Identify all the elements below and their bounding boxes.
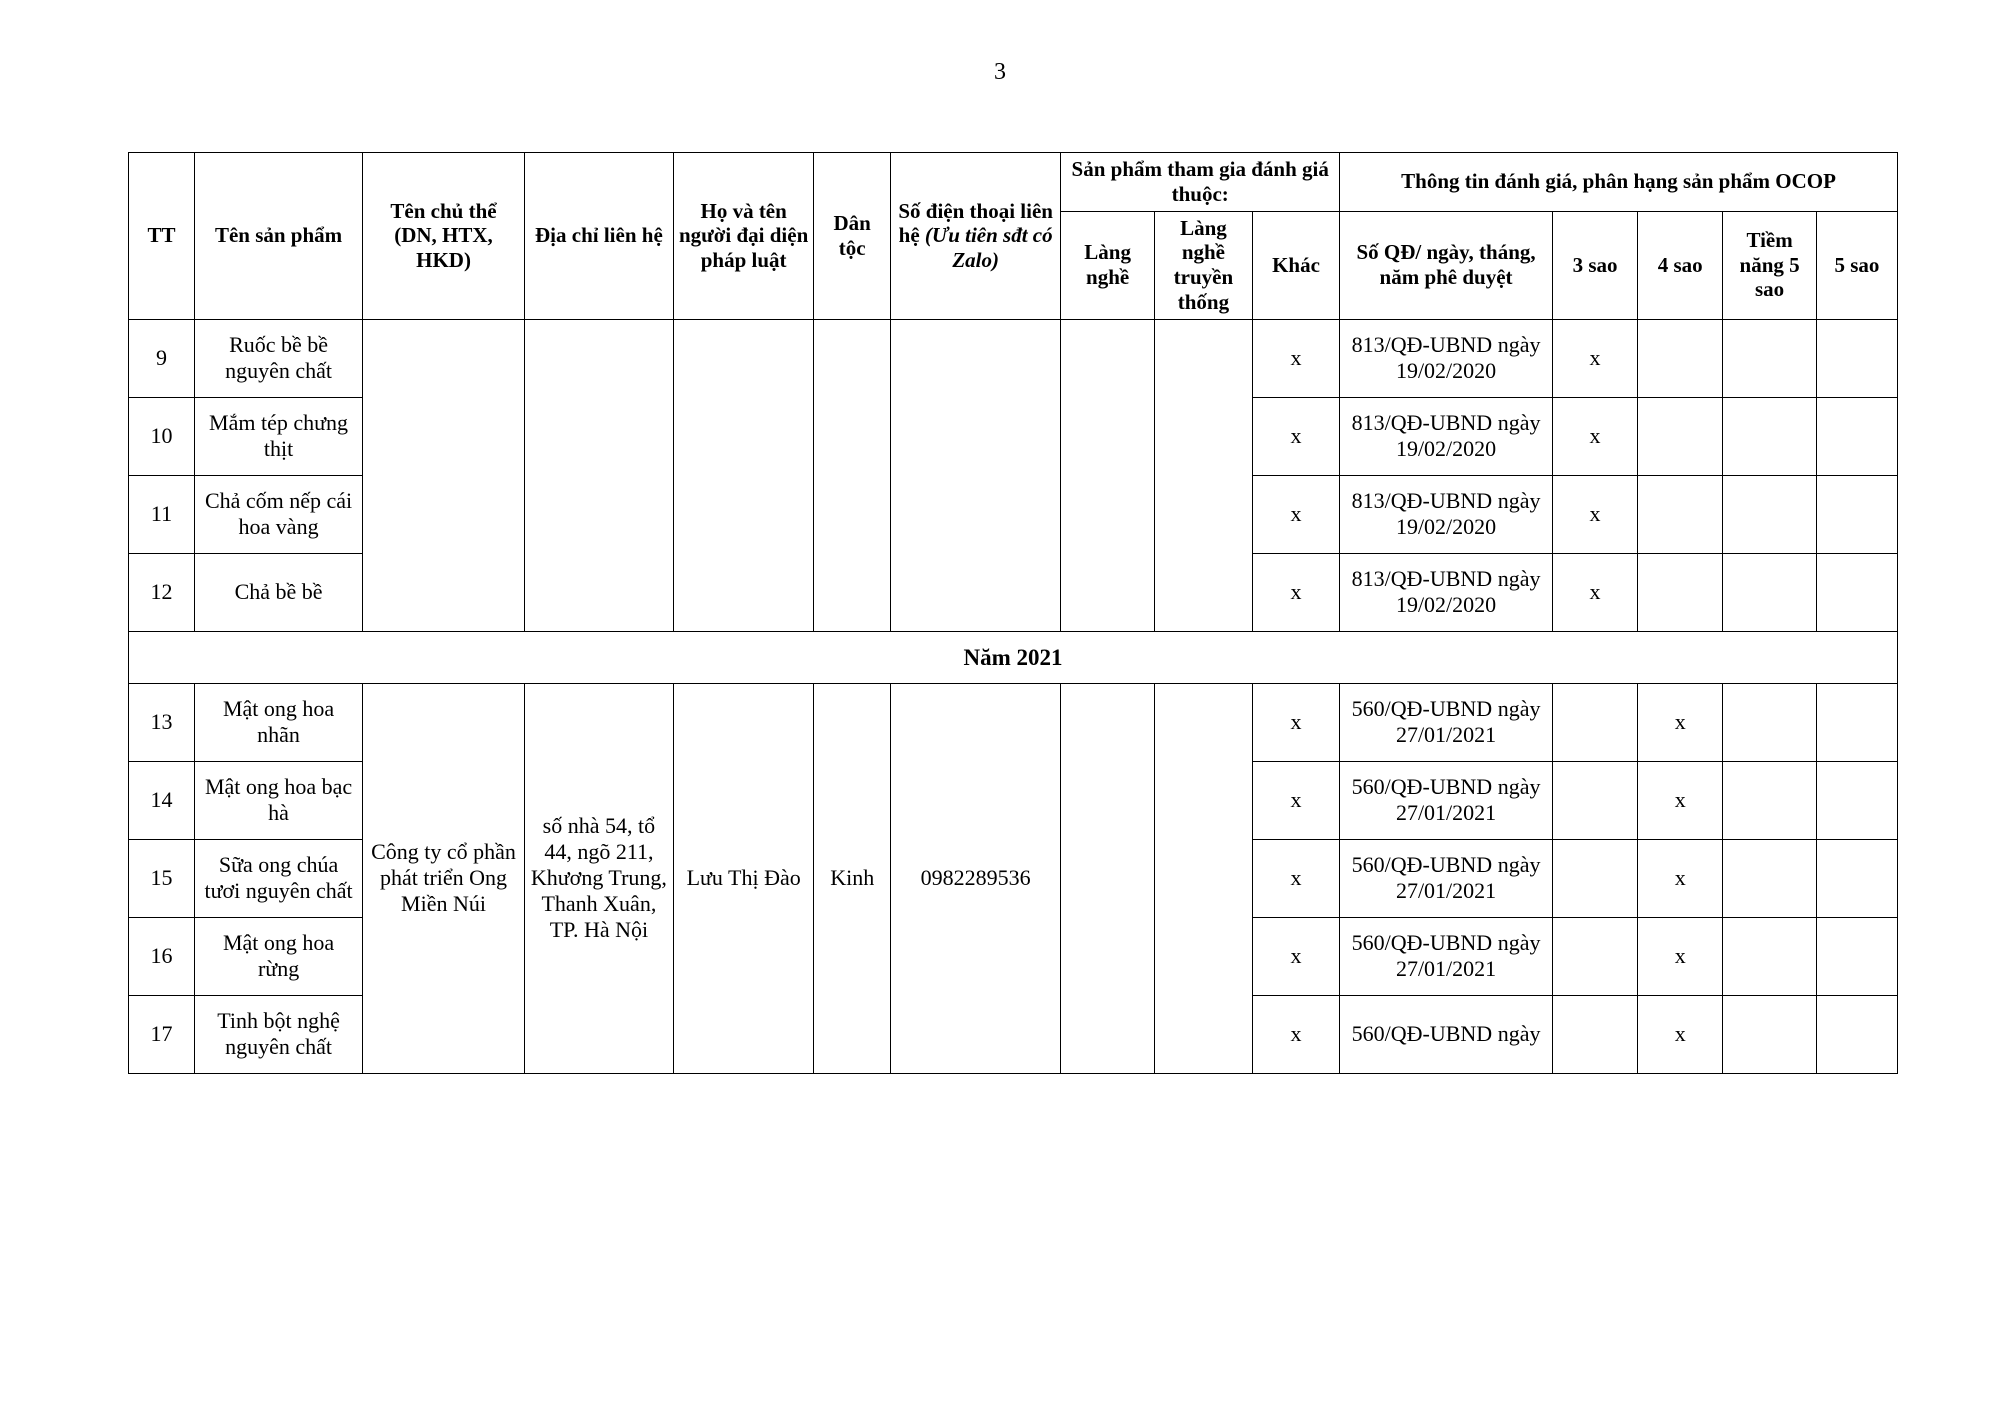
- cell-tt: 9: [129, 319, 195, 397]
- cell-star4: x: [1638, 839, 1723, 917]
- cell-other: x: [1252, 995, 1339, 1073]
- cell-tt: 17: [129, 995, 195, 1073]
- cell-decision-no: 813/QĐ-UBND ngày 19/02/2020: [1340, 319, 1553, 397]
- cell-address: [524, 319, 673, 631]
- cell-potential5: [1723, 683, 1817, 761]
- cell-other: x: [1252, 761, 1339, 839]
- cell-star3: [1552, 995, 1637, 1073]
- cell-potential5: [1723, 917, 1817, 995]
- cell-product: Mật ong hoa nhãn: [194, 683, 362, 761]
- cell-product: Mắm tép chưng thịt: [194, 397, 362, 475]
- phone-label-note: (Ưu tiên sđt có Zalo): [924, 223, 1053, 273]
- cell-tt: 14: [129, 761, 195, 839]
- cell-traditional-craft-village: [1154, 319, 1252, 631]
- cell-decision-no: 560/QĐ-UBND ngày 27/01/2021: [1340, 917, 1553, 995]
- cell-craft-village: [1061, 319, 1155, 631]
- cell-star4: x: [1638, 917, 1723, 995]
- cell-tt: 16: [129, 917, 195, 995]
- cell-tt: 12: [129, 553, 195, 631]
- cell-star5: [1816, 319, 1897, 397]
- cell-star5: [1816, 475, 1897, 553]
- cell-star3: x: [1552, 553, 1637, 631]
- cell-star3: [1552, 761, 1637, 839]
- cell-star4: x: [1638, 761, 1723, 839]
- cell-potential5: [1723, 397, 1817, 475]
- cell-star3: x: [1552, 475, 1637, 553]
- cell-traditional-craft-village: [1154, 683, 1252, 1073]
- col-header-product-name: Tên sản phẩm: [194, 153, 362, 320]
- cell-address: số nhà 54, tổ 44, ngõ 211, Khương Trung, Thanh Xuân, TP. Hà Nội: [524, 683, 673, 1073]
- cell-star4: [1638, 475, 1723, 553]
- group-header-evaluation: Thông tin đánh giá, phân hạng sản phẩm OCOP: [1340, 153, 1898, 212]
- phone-label-main: Số điện thoại liên hệ: [898, 198, 1053, 248]
- col-header-subject-name: Tên chủ thể (DN, HTX, HKD): [363, 153, 525, 320]
- col-header-star5: 5 sao: [1816, 211, 1897, 319]
- cell-other: x: [1252, 839, 1339, 917]
- cell-star4: [1638, 553, 1723, 631]
- col-header-phone: [891, 153, 1061, 320]
- cell-subject-name: [363, 319, 525, 631]
- page-number: 3: [994, 59, 1006, 85]
- table-row: [129, 319, 1898, 397]
- cell-other: x: [1252, 397, 1339, 475]
- cell-other: x: [1252, 475, 1339, 553]
- cell-potential5: [1723, 319, 1817, 397]
- col-header-tt: TT: [129, 153, 195, 320]
- table-header: [129, 153, 1898, 320]
- cell-product: Mật ong hoa bạc hà: [194, 761, 362, 839]
- cell-tt: 10: [129, 397, 195, 475]
- cell-decision-no: 560/QĐ-UBND ngày 27/01/2021: [1340, 683, 1553, 761]
- cell-product: Sữa ong chúa tươi nguyên chất: [194, 839, 362, 917]
- table-body: [129, 319, 1898, 1073]
- cell-potential5: [1723, 761, 1817, 839]
- col-header-other: Khác: [1252, 211, 1339, 319]
- group-header-participation: Sản phẩm tham gia đánh giá thuộc:: [1061, 153, 1340, 212]
- cell-decision-no: 813/QĐ-UBND ngày 19/02/2020: [1340, 397, 1553, 475]
- col-header-ethnicity: Dân tộc: [814, 153, 891, 320]
- header-row-top: [129, 153, 1898, 212]
- cell-other: x: [1252, 319, 1339, 397]
- cell-product: Ruốc bề bề nguyên chất: [194, 319, 362, 397]
- col-header-traditional-craft-village: Làng nghề truyền thống: [1154, 211, 1252, 319]
- cell-other: x: [1252, 917, 1339, 995]
- cell-star5: [1816, 839, 1897, 917]
- cell-ethnicity: Kinh: [814, 683, 891, 1073]
- cell-craft-village: [1061, 683, 1155, 1073]
- cell-star5: [1816, 683, 1897, 761]
- ocop-product-table-wrapper: [128, 152, 1898, 1074]
- cell-representative: Lưu Thị Đào: [673, 683, 813, 1073]
- cell-ethnicity: [814, 319, 891, 631]
- cell-star3: x: [1552, 397, 1637, 475]
- cell-star3: x: [1552, 319, 1637, 397]
- cell-decision-no: 813/QĐ-UBND ngày 19/02/2020: [1340, 475, 1553, 553]
- cell-star4: x: [1638, 683, 1723, 761]
- col-header-potential5: Tiềm năng 5 sao: [1723, 211, 1817, 319]
- cell-star4: [1638, 319, 1723, 397]
- cell-product: Chả cốm nếp cái hoa vàng: [194, 475, 362, 553]
- cell-star5: [1816, 553, 1897, 631]
- cell-star5: [1816, 995, 1897, 1073]
- cell-potential5: [1723, 995, 1817, 1073]
- cell-product: Tinh bột nghệ nguyên chất: [194, 995, 362, 1073]
- cell-star3: [1552, 839, 1637, 917]
- year-separator-row: [129, 631, 1898, 683]
- col-header-star4: 4 sao: [1638, 211, 1723, 319]
- cell-star3: [1552, 683, 1637, 761]
- cell-phone: [891, 319, 1061, 631]
- col-header-craft-village: Làng nghề: [1061, 211, 1155, 319]
- col-header-representative: Họ và tên người đại diện pháp luật: [673, 153, 813, 320]
- cell-tt: 11: [129, 475, 195, 553]
- year-separator-label: Năm 2021: [129, 631, 1898, 683]
- cell-potential5: [1723, 839, 1817, 917]
- cell-star4: x: [1638, 995, 1723, 1073]
- cell-phone: 0982289536: [891, 683, 1061, 1073]
- cell-other: x: [1252, 683, 1339, 761]
- cell-potential5: [1723, 475, 1817, 553]
- table-row: [129, 683, 1898, 761]
- cell-tt: 15: [129, 839, 195, 917]
- cell-star4: [1638, 397, 1723, 475]
- col-header-decision-no: Số QĐ/ ngày, tháng, năm phê duyệt: [1340, 211, 1553, 319]
- cell-representative: [673, 319, 813, 631]
- cell-potential5: [1723, 553, 1817, 631]
- cell-tt: 13: [129, 683, 195, 761]
- cell-star5: [1816, 761, 1897, 839]
- cell-decision-no: 813/QĐ-UBND ngày 19/02/2020: [1340, 553, 1553, 631]
- col-header-address: Địa chỉ liên hệ: [524, 153, 673, 320]
- cell-product: Chả bề bề: [194, 553, 362, 631]
- cell-other: x: [1252, 553, 1339, 631]
- cell-star5: [1816, 917, 1897, 995]
- cell-decision-no: 560/QĐ-UBND ngày 27/01/2021: [1340, 839, 1553, 917]
- ocop-product-table: [128, 152, 1898, 1074]
- cell-decision-no: 560/QĐ-UBND ngày: [1340, 995, 1553, 1073]
- col-header-star3: 3 sao: [1552, 211, 1637, 319]
- cell-star3: [1552, 917, 1637, 995]
- cell-decision-no: 560/QĐ-UBND ngày 27/01/2021: [1340, 761, 1553, 839]
- cell-star5: [1816, 397, 1897, 475]
- cell-subject-name: Công ty cổ phần phát triển Ong Miền Núi: [363, 683, 525, 1073]
- cell-product: Mật ong hoa rừng: [194, 917, 362, 995]
